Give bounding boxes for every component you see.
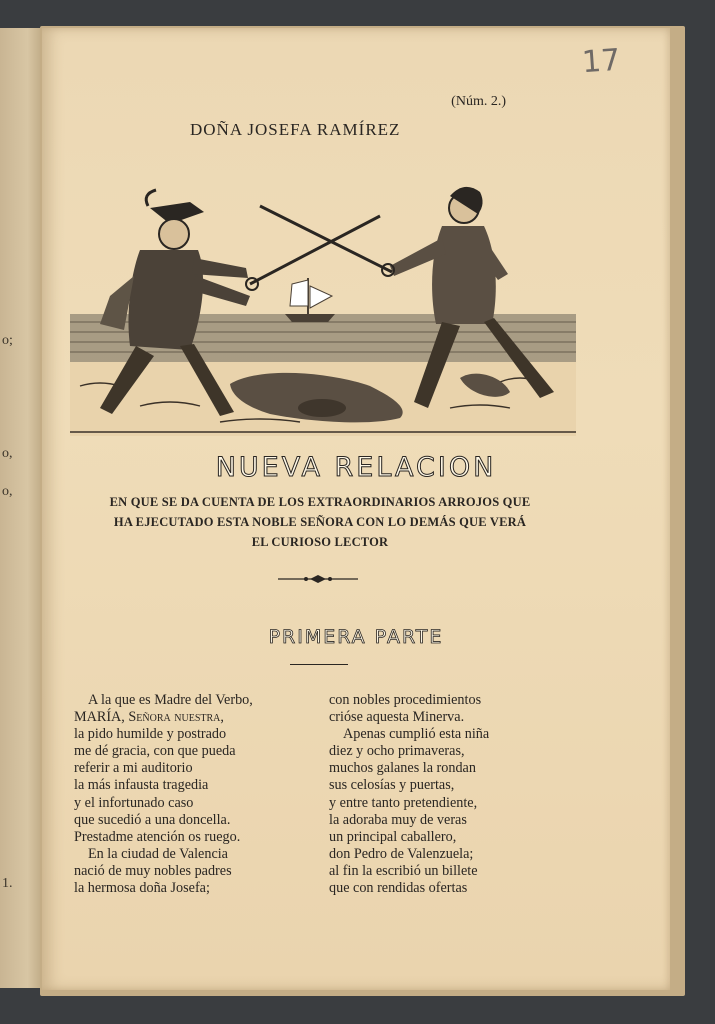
facing-page-fragment: 1.: [2, 876, 13, 891]
verse-line: don Pedro de Valenzuela;: [329, 845, 474, 862]
verse-line: referir a mi auditorio: [74, 760, 193, 777]
verse-line: nació de muy nobles padres: [74, 862, 232, 879]
subtitle-line: EL CURIOSO LECTOR: [251, 535, 389, 549]
subtitle: [76, 492, 564, 552]
poem-left-column: [74, 692, 253, 897]
subtitle-line: HA EJECUTADO ESTA NOBLE SEÑORA CON LO DEMÁS QUE VERÁ: [113, 515, 527, 529]
facing-page-fragment: o,: [2, 446, 13, 461]
verse-line: al fin la escribió un billete: [329, 862, 478, 879]
facing-page-fragment: o;: [2, 333, 13, 348]
verse-line: la pido humilde y postrado: [74, 726, 227, 743]
part-title-rule: [290, 664, 348, 665]
verse-line: la adoraba muy de veras: [329, 811, 467, 828]
verse-line: crióse aquesta Minerva.: [329, 709, 465, 726]
verse-line: y entre tanto pretendiente,: [329, 794, 478, 811]
verse-line: MARÍA, Señora nuestra,: [74, 709, 224, 726]
facing-page-fragment: o,: [2, 484, 13, 499]
verse-line: A la que es Madre del Verbo,: [88, 692, 253, 708]
verse-line: En la ciudad de Valencia: [88, 845, 228, 862]
verse-line: Prestadme atención os ruego.: [74, 828, 241, 845]
verse-line: sus celosías y puertas,: [329, 777, 455, 794]
verse-line: un principal caballero,: [329, 828, 457, 845]
verse-line: la más infausta tragedia: [74, 777, 209, 794]
ornament-divider: [278, 574, 358, 584]
verse-line: con nobles procedimientos: [329, 692, 482, 708]
woodcut-duel-illustration: [70, 146, 576, 436]
part-title: PRIMERA PARTE: [268, 626, 444, 648]
main-title: NUEVA RELACION: [215, 452, 497, 483]
subtitle-line: EN QUE SE DA CUENTA DE LOS EXTRAORDINARIOS ARROJOS QUE: [109, 495, 531, 509]
verse-line: la hermosa doña Josefa;: [74, 880, 210, 897]
poem-right-column: [329, 692, 489, 897]
verse-line: que con rendidas ofertas: [329, 880, 468, 897]
issue-number: (Núm. 2.): [451, 94, 506, 109]
verse-line: Apenas cumplió esta niña: [343, 726, 490, 743]
verse-line: me dé gracia, con que pueda: [74, 743, 236, 760]
verse-line: que sucedió a una doncella.: [74, 811, 231, 828]
document-page: [42, 28, 670, 990]
verse-line: diez y ocho primaveras,: [329, 743, 465, 760]
verse-line: y el infortunado caso: [74, 794, 194, 811]
verse-line: muchos galanes la rondan: [329, 760, 476, 777]
handwritten-folio-number: 17: [580, 42, 622, 81]
author-heading: DOÑA JOSEFA RAMÍREZ: [190, 120, 401, 139]
